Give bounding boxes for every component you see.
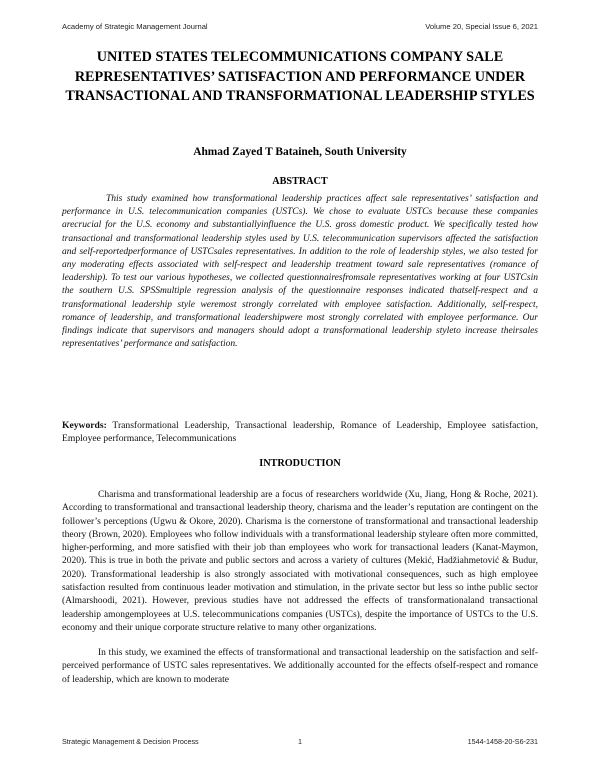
page-footer — [62, 737, 538, 749]
paper-title: UNITED STATES TELECOMMUNICATIONS COMPANY SALE REPRESENTATIVES’ SATISFACTION AND PERFORMANCE UNDER TRANSACTIONAL AND TRANSFORMATIONAL LEADERSHIP STYLES — [65, 49, 535, 104]
journal-name: Academy of Strategic Management Journal — [62, 22, 208, 31]
page-number: 1 — [298, 737, 302, 746]
introduction-paragraph: In this study, we examined the effects of transformational and transactional leadership on the satisfaction and self-perceived performance of USTC sales representatives. We additionally accounted for the effects ofself-respect and romance of leadership, which are known to moderate — [62, 648, 538, 685]
abstract-heading: ABSTRACT — [272, 176, 328, 187]
abstract-text: This study examined how transformational leadership practices affect sale representatives’ satisfaction and performance in U.S. telecommunication companies (USTCs). We chose to evaluate USTCs because these companies arecrucial for the U.S. economy and substantiallyinfluence the U.S. gross domestic product. We specifically tested how transactional and transformational leadership styles used by U.S. telecommunication supervisors affected the satisfaction and self-reportedperformance of USTCsales representatives. In addition to the role of leadership styles, we also tested for any moderating effects associated with self-respect and leadership treatment toward sale representatives (romance of leadership). To test our various hypotheses, we collected questionnairesfromsale representatives working at four USTCsin the southern U.S. SPSSmultiple regression analysis of the questionnaire responses indicated thatself-respect and a transformational leadership style weremost strongly correlated with employee satisfaction. Additionally, self-respect, romance of leadership, and transformational leadershipwere most strongly correlated with employee performance. Our findings indicate that supervisors and managers should adopt a transformational leadership styleto increase theirsales representatives’ performance and satisfaction. — [62, 194, 538, 350]
keywords — [62, 419, 538, 445]
introduction-paragraph: Charisma and transformational leadership are a focus of researchers worldwide (Xu, Jiang, Hong & Roche, 2021). According to transformational and transactional leadership theory, charisma and the leader’s reputation are contingent on the follower’s perceptions (Ugwu & Okore, 2020). Charisma is the cornerstone of transformational and transactional leadership theory (Brown, 2020). Employees who follow individuals with a transformational leadership styleare often more committed, higher-performing, and more satisfied with their job than employees who work for transactional leaders (Kanat-Maymon, 2020). This is true in both the private and public sectors and across a variety of cultures (Mekić, Hadžiahmetović & Budur, 2020). Transformational leadership is also strongly associated with motivational consequences, such as high employee satisfaction resulted from continuous leader motivation and stimulation, in the private sector but less so inthe public sector (Almarshoodi, 2021). However, previous studies have not addressed the effects of transformationaland transactional leadership amongemployees at U.S. telecommunications companies (USTCs), despite the importance of USTCs to the U.S. economy and their unique corporate structure relative to many other organizations. — [62, 490, 538, 633]
keywords-label: Keywords: — [62, 420, 107, 431]
introduction-heading: INTRODUCTION — [259, 458, 341, 469]
footer-journal: Strategic Management & Decision Process — [62, 737, 199, 746]
footer-code: 1544-1458-20-S6-231 — [467, 737, 538, 746]
issue-info: Volume 20, Special Issue 6, 2021 — [425, 22, 538, 31]
author-line: Ahmad Zayed T Bataineh, South University — [193, 146, 407, 158]
running-head — [62, 22, 538, 34]
keywords-text: Transformational Leadership, Transactional leadership, Romance of Leadership, Employee satisfaction, Employee performance, Telecommunications — [62, 420, 538, 445]
